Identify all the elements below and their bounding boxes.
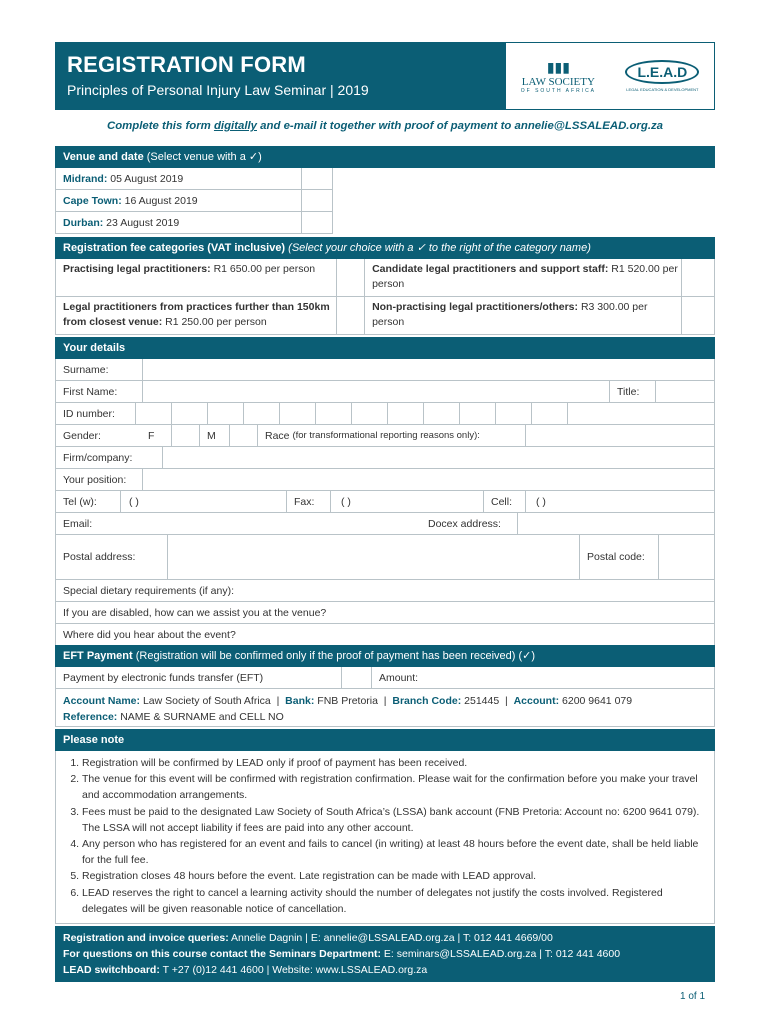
id-digit-box[interactable] (532, 403, 568, 424)
postal-label: Postal address: (56, 535, 168, 579)
venue-heading (55, 146, 715, 168)
note-item: 5. Registration closes 48 hours before the event. Late registration can be made with LEAD approval. (82, 868, 706, 884)
id-digit-box[interactable] (136, 403, 172, 424)
branch-label: Branch Code: (392, 695, 462, 707)
venue-row-midrand (55, 168, 333, 190)
hear-label[interactable]: Where did you hear about the event? (63, 628, 236, 641)
account-name: Law Society of South Africa (142, 695, 271, 707)
surname-row (55, 359, 715, 381)
disabled-row (55, 602, 715, 624)
venue-city: Durban: (63, 216, 104, 229)
dietary-row (55, 580, 715, 602)
cell-field[interactable]: ( ) (536, 495, 546, 508)
venue-city: Midrand: (63, 172, 108, 185)
instruction-text (55, 120, 715, 132)
bank-value: FNB Pretoria (317, 695, 378, 707)
venue-row-cape-town (55, 190, 333, 212)
note-item: 2. The venue for this event will be confirmed with registration confirmation. Please wait for the confirmation before you make your travel and accommodation arrangements. (82, 771, 706, 803)
form-title: REGISTRATION FORM (67, 52, 306, 77)
fees-heading (55, 237, 715, 259)
docex-field[interactable] (518, 513, 714, 534)
account-label: Account: (513, 695, 560, 707)
instruction-post: and e-mail it together with proof of payment to annelie@LSSALEAD.org.za (257, 120, 664, 132)
gender-m-box[interactable] (230, 425, 258, 446)
branch-value: 251445 (464, 695, 500, 707)
fee-price: R3 300.00 per person (372, 301, 648, 328)
id-digit-box[interactable] (424, 403, 460, 424)
lead-logo-name: L.E.A.D (625, 60, 699, 84)
fees-row (55, 259, 715, 297)
surname-field[interactable] (143, 359, 714, 380)
id-digit-box[interactable] (352, 403, 388, 424)
venue-hint: (Select venue with a ✓) (146, 151, 262, 163)
fee-checkbox[interactable] (682, 259, 714, 296)
fee-checkbox[interactable] (337, 259, 365, 296)
reference-value: NAME & SURNAME and CELL NO (120, 711, 284, 723)
postal-code-label: Postal code: (580, 535, 659, 579)
first-name-label: First Name: (56, 381, 143, 402)
gender-f-label: F (141, 425, 172, 446)
pillar-icon: ▮▮▮ (546, 58, 570, 75)
position-field[interactable] (143, 469, 714, 490)
gender-f-box[interactable] (172, 425, 200, 446)
footer-line-1 (63, 930, 707, 946)
details-heading: Your details (55, 337, 715, 359)
notes-heading: Please note (55, 729, 715, 751)
footer-label: For questions on this course contact the Seminars Department: (63, 948, 381, 960)
fee-label: Candidate legal practitioners and support staff: (372, 263, 609, 275)
tel-label: Tel (w): (56, 491, 121, 512)
id-digit-box[interactable] (280, 403, 316, 424)
venue-city: Cape Town: (63, 194, 122, 207)
fax-label: Fax: (287, 491, 331, 512)
lead-logo-sub: LEGAL EDUCATION & DEVELOPMENT (626, 87, 699, 92)
note-item: 6. LEAD reserves the right to cancel a learning activity should the number of delegates not justify the costs involved. Registered delegates will be given reasonable notice of cancellation. (82, 885, 706, 917)
eft-heading (55, 645, 715, 667)
id-digit-box[interactable] (496, 403, 532, 424)
cell-label: Cell: (484, 491, 526, 512)
postal-field[interactable] (168, 535, 580, 579)
footer-label: LEAD switchboard: (63, 964, 160, 976)
disabled-label[interactable]: If you are disabled, how can we assist you at the venue? (63, 606, 327, 619)
venue-row-durban (55, 212, 333, 234)
footer-text: Annelie Dagnin | E: annelie@LSSALEAD.org.za | T: 012 441 4669/00 (231, 932, 553, 944)
fee-price: R1 650.00 per person (213, 263, 316, 275)
fee-checkbox[interactable] (337, 297, 365, 334)
email-label: Email: (63, 517, 93, 530)
id-number-label: ID number: (56, 403, 136, 424)
fee-checkbox[interactable] (682, 297, 714, 334)
account-value: 6200 9641 079 (562, 695, 633, 707)
fee-price: R1 520.00 per person (372, 263, 678, 290)
title-field[interactable] (656, 381, 714, 402)
eft-section (55, 645, 715, 727)
header-title-block (55, 42, 505, 110)
fax-field[interactable]: ( ) (331, 491, 484, 512)
docex-label: Docex address: (421, 513, 518, 534)
venue-date: 23 August 2019 (106, 216, 180, 229)
venue-date: 05 August 2019 (110, 172, 184, 185)
fees-section (55, 237, 715, 335)
fee-label: Practising legal practitioners: (63, 263, 211, 275)
venue-section (55, 146, 715, 234)
footer-text: T +27 (0)12 441 4600 | Website: www.LSSALEAD.org.za (162, 964, 428, 976)
bank-details: Account Name: Law Society of South Africa | Bank: FNB Pretoria | Branch Code: 251445 | Account: 6200 9641 079 Reference: NAME & SURNAME and CELL NO (55, 689, 715, 727)
postal-row (55, 535, 715, 580)
notes-list (64, 755, 706, 917)
footer-label: Registration and invoice queries: (63, 932, 229, 944)
race-note: (for transformational reporting reasons only): (292, 430, 480, 441)
position-label: Your position: (56, 469, 143, 490)
id-digit-box[interactable] (568, 403, 714, 424)
amount-field[interactable]: Amount: (379, 671, 419, 684)
fee-price: R1 250.00 per person (165, 316, 267, 328)
fee-label: Legal practitioners from practices further than 150km from closest venue: (63, 301, 330, 328)
notes-section (55, 729, 715, 924)
account-name-label: Account Name: (63, 695, 141, 707)
footer-text: E: seminars@LSSALEAD.org.za | T: 012 441 4600 (383, 948, 621, 960)
eft-heading-label: EFT Payment (63, 650, 133, 662)
postal-code-field[interactable] (659, 535, 714, 579)
first-name-field[interactable] (143, 381, 610, 402)
law-society-logo (521, 59, 596, 94)
bank-label: Bank: (285, 695, 315, 707)
dietary-label[interactable]: Special dietary requirements (if any): (63, 584, 234, 597)
position-row (55, 469, 715, 491)
venue-checkbox[interactable] (302, 212, 332, 233)
id-number-row (55, 403, 715, 425)
footer-line-2 (63, 946, 707, 962)
note-item: 3. Fees must be paid to the designated Law Society of South Africa’s (LSSA) bank account (FNB Pretoria: Account no: 6200 9641 079). The LSSA will not accept liability if fees are paid into any other account. (82, 804, 706, 836)
venue-checkbox[interactable] (302, 168, 332, 189)
eft-method-row (55, 667, 715, 689)
venue-checkbox[interactable] (302, 190, 332, 211)
form-header (55, 42, 715, 110)
note-item: 1. Registration will be confirmed by LEAD only if proof of payment has been received. (82, 755, 706, 771)
race-field[interactable] (526, 425, 714, 446)
id-digit-box[interactable] (316, 403, 352, 424)
note-item: 4. Any person who has registered for an event and fails to cancel (in writing) at least 48 hours before the event date, shall be held liable for the full fee. (82, 836, 706, 868)
notes-list-box (55, 751, 715, 924)
eft-checkbox[interactable] (342, 667, 372, 688)
instruction-emph: digitally (213, 120, 257, 132)
firm-field[interactable] (163, 447, 714, 468)
venue-date: 16 August 2019 (124, 194, 198, 207)
header-logos (505, 42, 715, 110)
id-digit-box[interactable] (460, 403, 496, 424)
id-digit-box[interactable] (388, 403, 424, 424)
lead-logo (625, 60, 699, 92)
fees-row (55, 297, 715, 335)
form-subtitle: Principles of Personal Injury Law Seminar | 2019 (67, 82, 369, 98)
venue-heading-label: Venue and date (63, 151, 144, 163)
instruction-pre: Complete this form (106, 120, 214, 132)
surname-label: Surname: (56, 359, 143, 380)
firm-row (55, 447, 715, 469)
id-digit-box[interactable] (172, 403, 208, 424)
eft-hint: (Registration will be confirmed only if the proof of payment has been received) (✓) (135, 650, 536, 662)
email-field[interactable] (116, 513, 421, 534)
gender-label: Gender: (63, 429, 101, 442)
reference-label: Reference: (63, 711, 118, 723)
first-name-row (55, 381, 715, 403)
fees-hint: (Select your choice with a ✓ to the right of the category name) (288, 242, 591, 254)
id-digit-box[interactable] (208, 403, 244, 424)
page-number: 1 of 1 (680, 991, 706, 1002)
hear-row (55, 624, 715, 646)
gender-row (55, 425, 715, 447)
fee-label: Non-practising legal practitioners/others: (372, 301, 579, 313)
email-row (55, 513, 715, 535)
details-section (55, 337, 715, 646)
eft-method-label: Payment by electronic funds transfer (EFT) (56, 667, 342, 688)
firm-label: Firm/company: (56, 447, 163, 468)
contact-footer (55, 926, 715, 982)
law-society-sub: OF SOUTH AFRICA (520, 87, 597, 94)
id-digit-box[interactable] (244, 403, 280, 424)
law-society-name: LAW SOCIETY (521, 75, 595, 88)
phone-row (55, 491, 715, 513)
footer-line-3 (63, 962, 707, 978)
tel-field[interactable]: ( ) (121, 491, 287, 512)
race-label: Race (265, 429, 290, 442)
fees-heading-label: Registration fee categories (VAT inclusive) (63, 242, 286, 254)
title-label: Title: (610, 381, 656, 402)
gender-m-label: M (200, 425, 230, 446)
